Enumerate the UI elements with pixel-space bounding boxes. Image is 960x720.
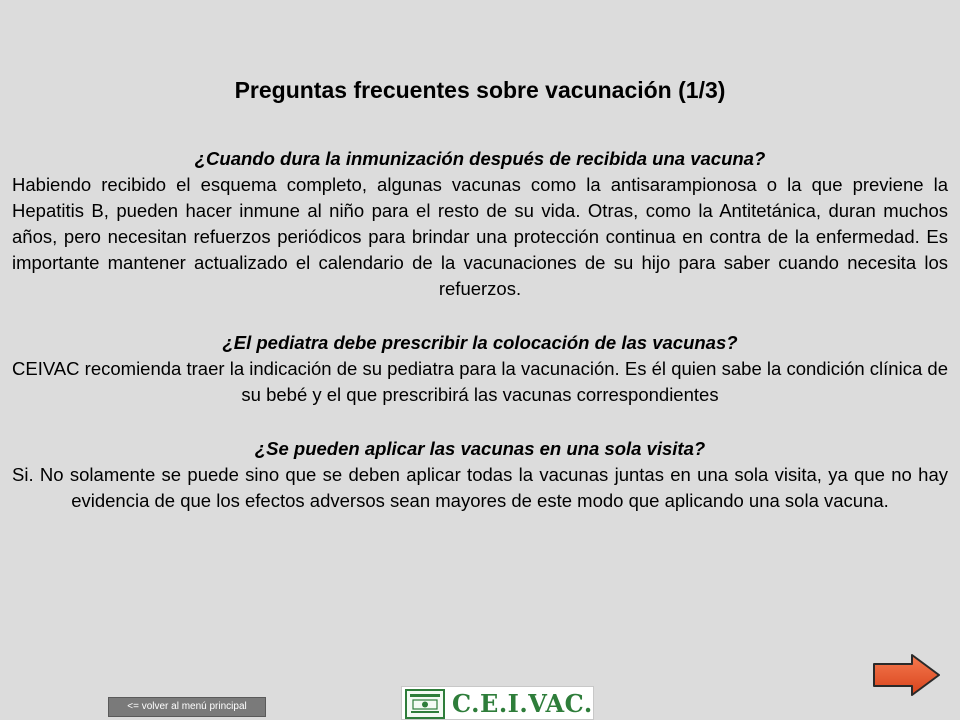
page-title: Preguntas frecuentes sobre vacunación (1/3) xyxy=(234,77,726,103)
faq-item xyxy=(12,330,948,408)
faq-item xyxy=(12,146,948,302)
next-slide-button[interactable] xyxy=(872,653,942,697)
ceivac-emblem-icon xyxy=(405,689,445,719)
faq-list xyxy=(12,146,948,542)
faq-answer: Si. No solamente se puede sino que se deben aplicar todas la vacunas juntas en una sola visita, ya que no hay evidencia de que los efectos adversos sean mayores de este modo que aplicando una sola vacuna. xyxy=(12,464,948,511)
faq-question: ¿Cuando dura la inmunización después de recibida una vacuna? xyxy=(194,148,766,169)
faq-item xyxy=(12,436,948,514)
faq-answer: CEIVAC recomienda traer la indicación de su pediatra para la vacunación. Es él quien sabe la condición clínica de su bebé y el que prescribirá las vacunas correspondientes xyxy=(12,358,948,405)
faq-question: ¿El pediatra debe prescribir la colocación de las vacunas? xyxy=(222,332,738,353)
back-to-main-menu-button[interactable]: <= volver al menú principal xyxy=(108,697,266,717)
ceivac-logo xyxy=(401,686,594,720)
arrow-right-icon xyxy=(872,653,942,697)
faq-answer: Habiendo recibido el esquema completo, algunas vacunas como la antisarampionosa o la que previene la Hepatitis B, pueden hacer inmune al niño para el resto de su vida. Otras, como la Antitetánica, duran muchos años, pero necesitan refuerzos periódicos para brindar una protección continua en contra de la enfermedad. Es importante mantener actualizado el calendario de la vacunaciones de su hijo para saber cuando necesita los refuerzos. xyxy=(12,174,948,299)
logo-text: C.E.I.VAC. xyxy=(452,689,593,718)
faq-question: ¿Se pueden aplicar las vacunas en una sola visita? xyxy=(254,438,706,459)
